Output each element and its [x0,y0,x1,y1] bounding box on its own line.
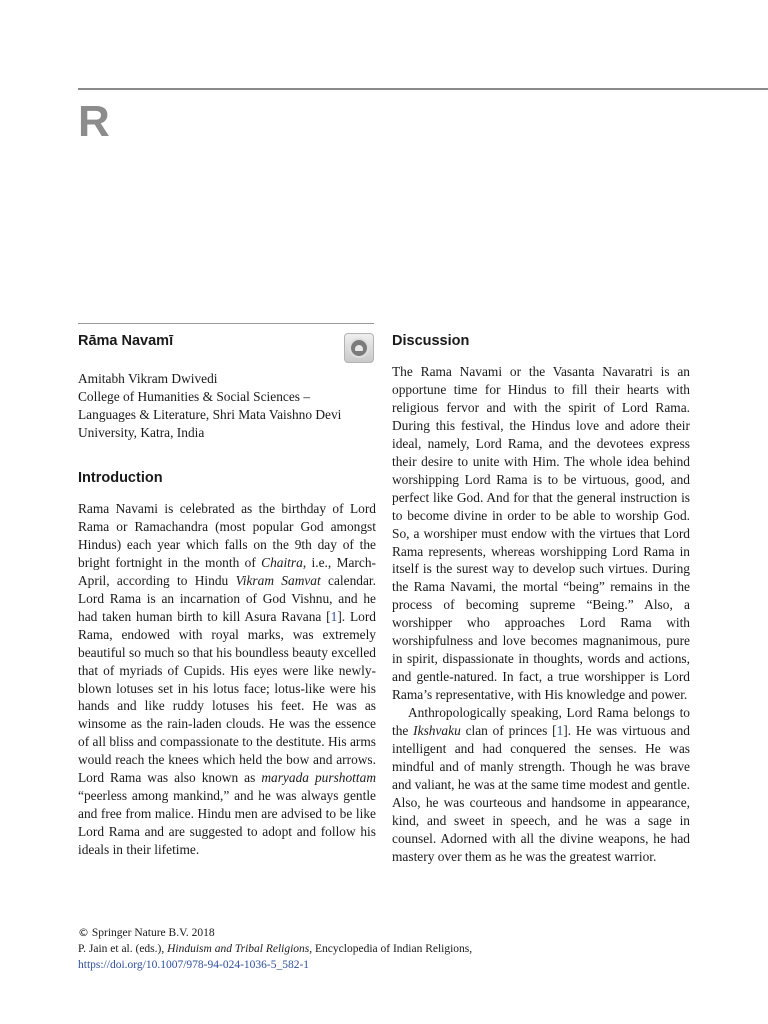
text-run: , Encyclopedia of Indian Religions, [309,943,473,955]
text-run: , i.e., March-April, according to Hindu [78,554,376,588]
text-run: calendar. Lord Rama is an incarnation of God Vishnu, and he had taken human birth to kill Asura Ravana [ [78,572,377,624]
text-run: clan of princes [ [460,723,557,739]
text-run: ]. Lord Rama, endowed with royal marks, was extremely beautiful so much so that his boundless beauty excelled that of myriads of Cupids. His eyes were like newly-blown lotuses set in his lotus face; lotus-like were his hands and like ruddy lotuses his feet. He was as winsome as the rain-laden clouds. He was the essence of all bliss and compassionate to the destitute. His arms would reach the knees which held the bow and arrows. Lord Rama was also known as [78,608,376,786]
copyright-text: Springer Nature B.V. 2018 [89,927,215,939]
introduction-heading: Introduction [78,470,163,486]
doi-line [78,957,678,973]
discussion-heading: Discussion [392,333,470,349]
doi-link[interactable]: https://doi.org/10.1007/978-94-024-1036-5_582-1 [78,959,310,971]
discussion-paragraph: The Rama Navami or the Vasanta Navaratri is an opportune time for Hindus to fill their hearts with religious fervor and with the spirit of Lord Rama. During this festival, the Hindus love and adore their ideal, namely, Lord Rama, and the devotees express their desire to unite with Him. The whole idea behind worshipping Lord Rama is to be virtuous, good, and perfect like God. And for that the general instruction is to become divine in order to be able to worship God. So, a worshiper must endow with the virtues that Lord Rama represents, whereas worshipping Lord Rama in itself is the surest way to develop such virtues. During the Rama Navami, the mortal “being” remains in the process of becoming supreme “Being.” Also, a worshipper who approaches Lord Rama with worshipfulness and love becomes magnanimous, pure in spirit, dispassionate in thoughts, words and actions, and gentle-natured. In fact, a true worshipper is Lord Rama’s representative, with His knowledge and power. [392,364,690,703]
discussion-paragraph [392,704,690,866]
text-run: Anthropologically speaking, Lord Rama belongs to the [392,705,690,739]
top-rule [78,88,768,90]
section-letter: R [78,97,110,146]
crossmark-inner [349,338,369,358]
book-title: Hinduism and Tribal Religions [167,943,310,955]
text-run: “peerless among mankind,” and he was always gentle and free from malice. Hindu men are advised to be like Lord Rama and are suggested to adopt and follow his ideals in their lifetime. [78,788,376,858]
text-run: Rama Navami is celebrated as the birthday of Lord Rama or Ramachandra (most popular God amongst Hindus) each year which falls on the 9th day of the bright fortnight in the month of [78,501,376,570]
copyright-symbol: © [78,926,89,939]
left-column [78,323,376,859]
introduction-paragraph [78,500,376,859]
crossmark-dot [355,345,363,351]
entry-title: Rāma Navamī [78,333,174,349]
crossmark-icon[interactable] [344,333,374,363]
author-block [78,370,376,442]
italic-term: Vikram Samvat [235,572,321,588]
author-affiliation-line: University, Katra, India [78,425,205,440]
copyright-line [78,925,678,941]
reference-link[interactable]: 1 [556,723,564,739]
footer [78,925,678,973]
entry-title-row [78,324,376,370]
italic-term: maryada purshottam [261,770,376,786]
author-affiliation-line: Languages & Literature, Shri Mata Vaishno Devi [78,407,342,422]
right-column [392,323,690,866]
author-name: Amitabh Vikram Dwivedi [78,371,218,386]
text-run: P. Jain et al. (eds.), [78,943,168,955]
reference-link[interactable]: 1 [330,608,338,624]
text-run: ]. He was virtuous and intelligent and had conquered the senses. He was mindful and of manly strength. Though he was brave and valiant, he was at the same time modest and gentle. Also, he was courteous and handsome in appearance, kind, and sweet in speech, and he was a sage in counsel. Adorned with all the divine weapons, he had mastery over them as he was the greatest warrior. [392,723,690,864]
author-affiliation-line: College of Humanities & Social Sciences – [78,389,311,404]
italic-term: Chaitra [261,554,303,570]
citation-line [78,941,678,957]
italic-term: Ikshvaku [413,723,461,739]
